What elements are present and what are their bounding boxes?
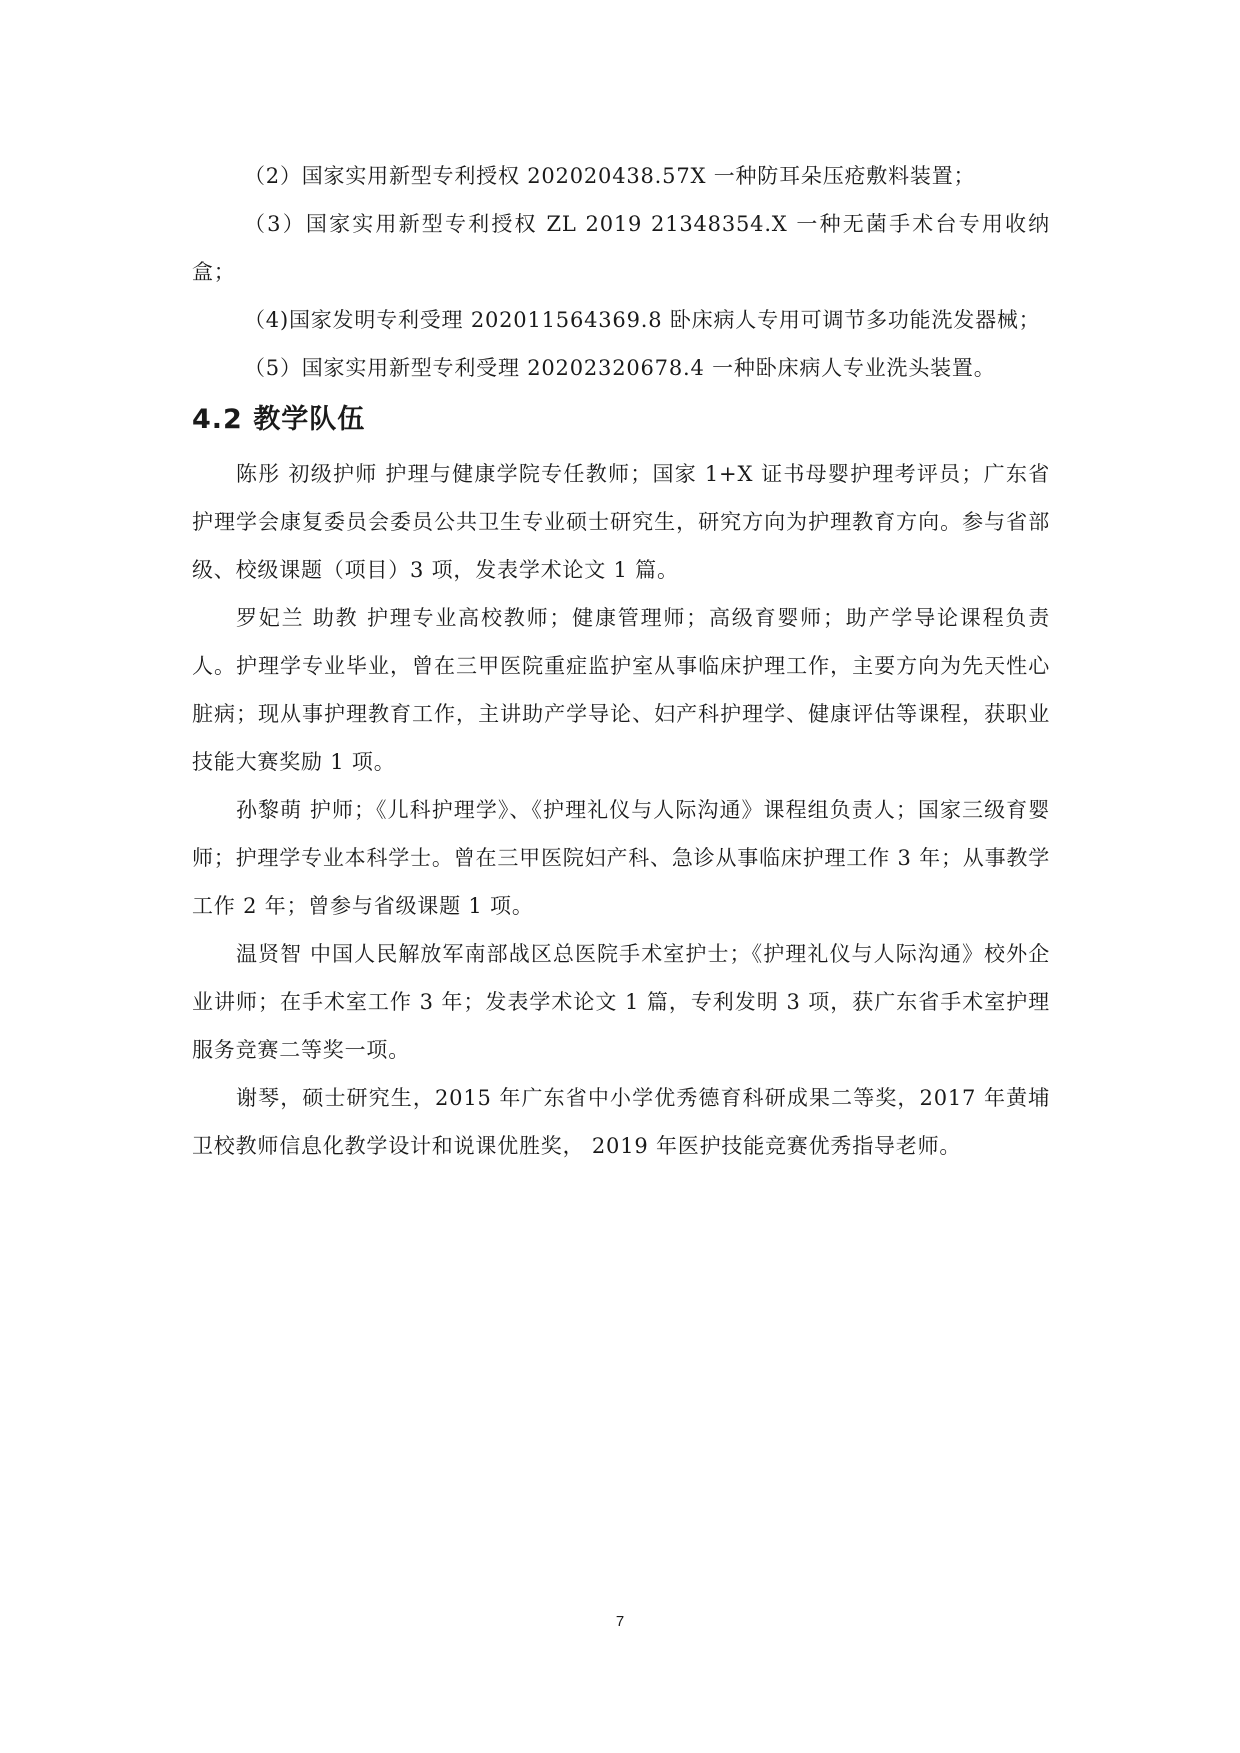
team-member-paragraph: 温贤智 中国人民解放军南部战区总医院手术室护士；《护理礼仪与人际沟通》校外企业讲师；在手术室工作 3 年；发表学术论文 1 篇，专利发明 3 项，获广东省手术室护理服务竞赛二等奖一项。	[192, 942, 1050, 1062]
team-member-paragraph: 罗妃兰 助教 护理专业高校教师；健康管理师；高级育婴师；助产学导论课程负责人。护理学专业毕业，曾在三甲医院重症监护室从事临床护理工作，主要方向为先天性心脏病；现从事护理教育工作，主讲助产学导论、妇产科护理学、健康评估等课程，获职业技能大赛奖励 1 项。	[192, 606, 1050, 774]
team-member-paragraph: 谢琴，硕士研究生，2015 年广东省中小学优秀德育科研成果二等奖，2017 年黄埔卫校教师信息化教学设计和说课优胜奖， 2019 年医护技能竞赛优秀指导老师。	[192, 1086, 1050, 1158]
page-content	[192, 152, 1050, 1170]
patent-item: （3）国家实用新型专利授权 ZL 2019 21348354.X 一种无菌手术台专用收纳盒；	[192, 212, 1050, 284]
team-member-paragraph: 陈彤 初级护师 护理与健康学院专任教师；国家 1+X 证书母婴护理考评员；广东省护理学会康复委员会委员公共卫生专业硕士研究生，研究方向为护理教育方向。参与省部级、校级课题（项目）3 项，发表学术论文 1 篇。	[192, 462, 1050, 582]
page-number: 7	[615, 1613, 625, 1630]
section-heading: 4.2 教学队伍	[192, 404, 366, 435]
team-member-paragraph: 孙黎萌 护师；《儿科护理学》、《护理礼仪与人际沟通》课程组负责人；国家三级育婴师；护理学专业本科学士。曾在三甲医院妇产科、急诊从事临床护理工作 3 年；从事教学工作 2 年；曾参与省级课题 1 项。	[192, 798, 1050, 918]
patent-item: （2）国家实用新型专利授权 202020438.57X 一种防耳朵压疮敷料装置；	[244, 164, 976, 188]
patent-item: （4)国家发明专利受理 202011564369.8 卧床病人专用可调节多功能洗发器械；	[244, 308, 1041, 332]
patent-item: （5）国家实用新型专利受理 20202320678.4 一种卧床病人专业洗头装置。	[244, 356, 996, 380]
